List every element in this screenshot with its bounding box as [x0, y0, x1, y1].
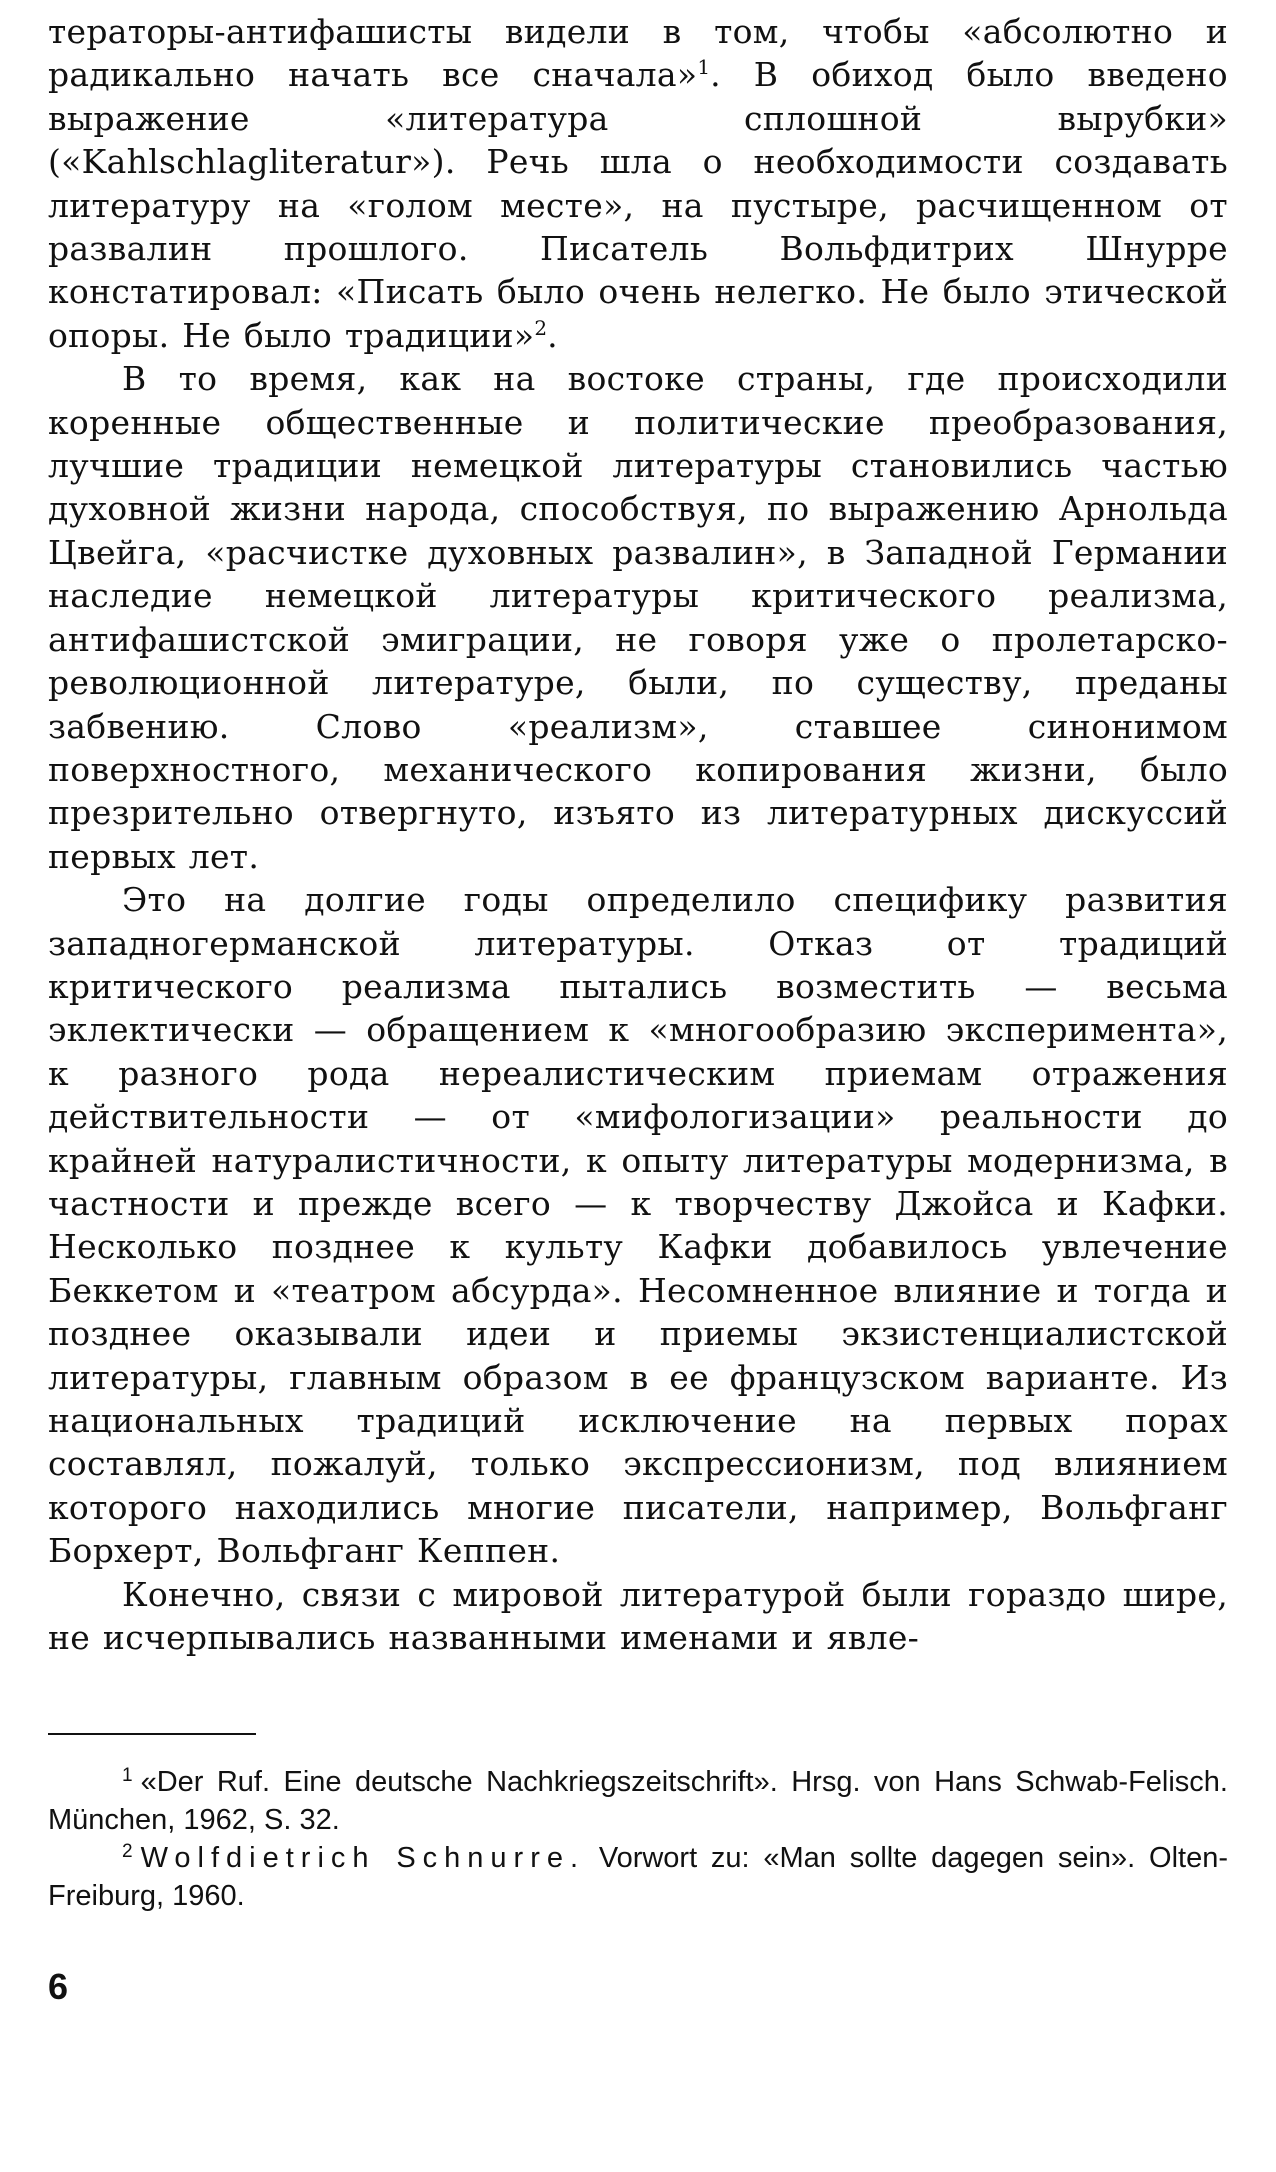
footnote-1-text: «Der Ruf. Eine deutsche Nachkriegszeitschrift». Hrsg. von Hans Schwab-Felisch. München, 1962, S. 32.	[48, 1766, 1228, 1837]
footnote-1	[48, 1763, 1228, 1839]
book-page	[48, 10, 1228, 1915]
paragraph-4: Конечно, связи с мировой литературой были гораздо шире, не исчерпывались названными именами и явле-	[48, 1574, 1228, 1658]
paragraph-1	[48, 10, 1228, 357]
paragraph-1-text-c: .	[547, 315, 558, 355]
footnote-1-mark: 1	[122, 1764, 133, 1786]
footnote-2-author: Wolfdietrich Schnurre.	[140, 1842, 586, 1875]
footnote-ref-1: 1	[697, 55, 711, 80]
footnotes	[48, 1763, 1228, 1915]
footnote-2	[48, 1839, 1228, 1915]
main-text	[48, 10, 1228, 1659]
footnote-2-mark: 2	[122, 1840, 133, 1862]
footnote-2-text: Vorwort zu: «Man sollte dagegen sein». Olten-Freiburg, 1960.	[48, 1842, 1228, 1913]
paragraph-1-text-a: тераторы-антифашисты видели в том, чтобы «абсолютно и радикально начать все сначала»	[48, 12, 1228, 95]
page-number: 6	[48, 1966, 69, 2007]
paragraph-2: В то время, как на востоке страны, где происходили коренные общественные и политические преобразования, лучшие традиции немецкой литературы становились частью духовной жизни народа, способствуя, по выражению Арнольда Цвейга, «расчистке духовных развалин», в Западной Германии наследие немецкой литературы критического реализма, антифашистской эмиграции, не говоря уже о пролетарско-революционной литературе, были, по существу, преданы забвению. Слово «реализм», ставшее синонимом поверхностного, механического копирования жизни, было презрительно отвергнуто, изъято из литературных дискуссий первых лет.	[48, 359, 1228, 876]
footnote-ref-2: 2	[534, 315, 548, 340]
paragraph-1-text-b: . В обиход было введено выражение «литература сплошной вырубки» («Kahlschlagliteratur»). Речь шла о необходимости создавать литературу на «голом месте», на пустыре, расчищенном от развалин прошлого. Писатель Вольфдитрих Шнурре констатировал: «Писать было очень нелегко. Не было этической опоры. Не было традиции»	[48, 55, 1228, 355]
paragraph-3: Это на долгие годы определило специфику развития западногерманской литературы. Отказ от традиций критического реализма пытались возместить — весьма эклектически — обращением к «многообразию эксперимента», к разного рода нереалистическим приемам отражения действительности — от «мифологизации» реальности до крайней натуралистичности, к опыту литературы модернизма, в частности и прежде всего — к творчеству Джойса и Кафки. Несколько позднее к культу Кафки добавилось увлечение Беккетом и «театром абсурда». Несомненное влияние и тогда и позднее оказывали идеи и приемы экзистенциалистской литературы, главным образом в ее французском варианте. Из национальных традиций исключение на первых порах составлял, пожалуй, только экспрессионизм, под влиянием которого находились многие писатели, например, Вольфганг Борхерт, Вольфганг Кеппен.	[48, 880, 1228, 1571]
footnote-divider	[48, 1733, 256, 1735]
